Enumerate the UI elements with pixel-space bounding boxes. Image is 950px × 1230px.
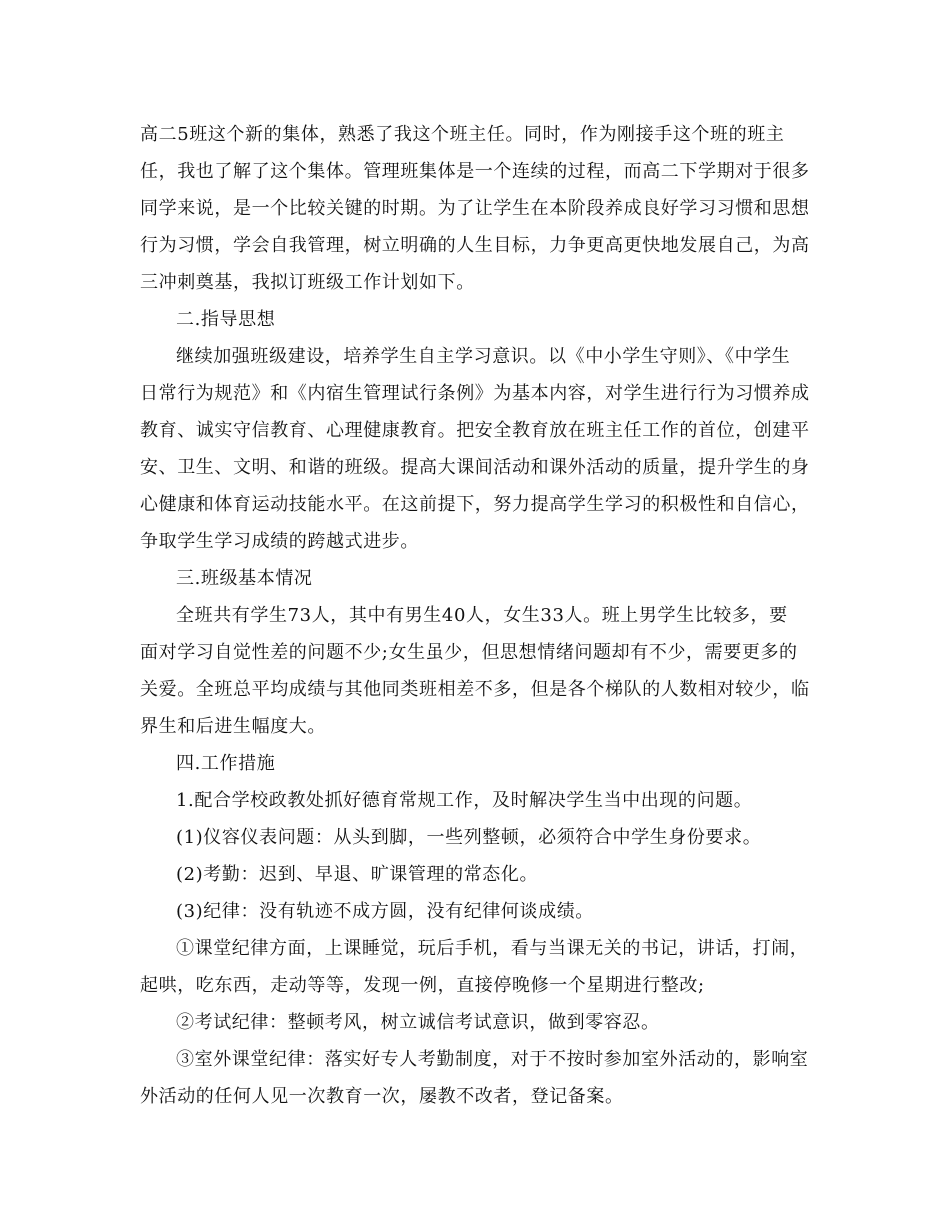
text-line: 三冲刺奠基，我拟订班级工作计划如下。 <box>140 272 475 293</box>
text-line: (3)纪律：没有轨迹不成方圆，没有纪律何谈成绩。 <box>176 901 594 922</box>
text-line: ②考试纪律：整顿考风，树立诚信考试意识，做到零容忍。 <box>176 1012 660 1033</box>
text-line: 高二5班这个新的集体，熟悉了我这个班主任。同时，作为刚接手这个班的班主 <box>140 124 785 145</box>
text-line: 争取学生学习成绩的跨越式进步。 <box>140 531 419 552</box>
text-line: 任，我也了解了这个集体。管理班集体是一个连续的过程，而高二下学期对于很多 <box>140 161 810 182</box>
text-line: 四.工作措施 <box>176 753 276 774</box>
text-line: (2)考勤：迟到、早退、旷课管理的常态化。 <box>176 864 539 885</box>
text-line: 心健康和体育运动技能水平。在这前提下，努力提高学生学习的积极性和自信心， <box>140 494 810 515</box>
text-line: 二.指导思想 <box>176 309 276 330</box>
text-line: 行为习惯，学会自我管理，树立明确的人生目标，力争更高更快地发展自己，为高 <box>140 235 810 256</box>
text-line: 安、卫生、文明、和谐的班级。提高大课间活动和课外活动的质量，提升学生的身 <box>140 457 810 478</box>
text-line: 界生和后进生幅度大。 <box>140 716 326 737</box>
text-line: 外活动的任何人见一次教育一次，屡教不改者，登记备案。 <box>140 1086 624 1107</box>
document-body <box>140 116 808 1115</box>
text-line: 三.班级基本情况 <box>176 568 313 589</box>
text-line: ③室外课堂纪律：落实好专人考勤制度，对于不按时参加室外活动的，影响室 <box>176 1049 809 1070</box>
text-line: 同学来说，是一个比较关键的时期。为了让学生在本阶段养成良好学习习惯和思想 <box>140 198 810 219</box>
text-line: 面对学习自觉性差的问题不少;女生虽少，但思想情绪问题却有不少，需要更多的 <box>140 642 798 663</box>
text-line: (1)仪容仪表问题：从头到脚，一些列整顿，必须符合中学生身份要求。 <box>176 827 762 848</box>
text-line: 日常行为规范》和《内宿生管理试行条例》为基本内容，对学生进行行为习惯养成 <box>140 383 810 404</box>
text-line: 关爱。全班总平均成绩与其他同类班相差不多，但是各个梯队的人数相对较少，临 <box>140 679 810 700</box>
text-line: 继续加强班级建设，培养学生自主学习意识。以《中小学生守则》、《中学生 <box>176 346 791 367</box>
text-line: 教育、诚实守信教育、心理健康教育。把安全教育放在班主任工作的首位，创建平 <box>140 420 810 441</box>
text-line: 1.配合学校政教处抓好德育常规工作，及时解决学生当中出现的问题。 <box>176 790 753 811</box>
text-line: 全班共有学生73人，其中有男生40人，女生33人。班上男学生比较多，要 <box>176 605 788 626</box>
text-line: 起哄，吃东西，走动等等，发现一例，直接停晚修一个星期进行整改; <box>140 975 705 996</box>
text-line: ①课堂纪律方面，上课睡觉，玩后手机，看与当课无关的书记，讲话，打闹， <box>176 938 809 959</box>
